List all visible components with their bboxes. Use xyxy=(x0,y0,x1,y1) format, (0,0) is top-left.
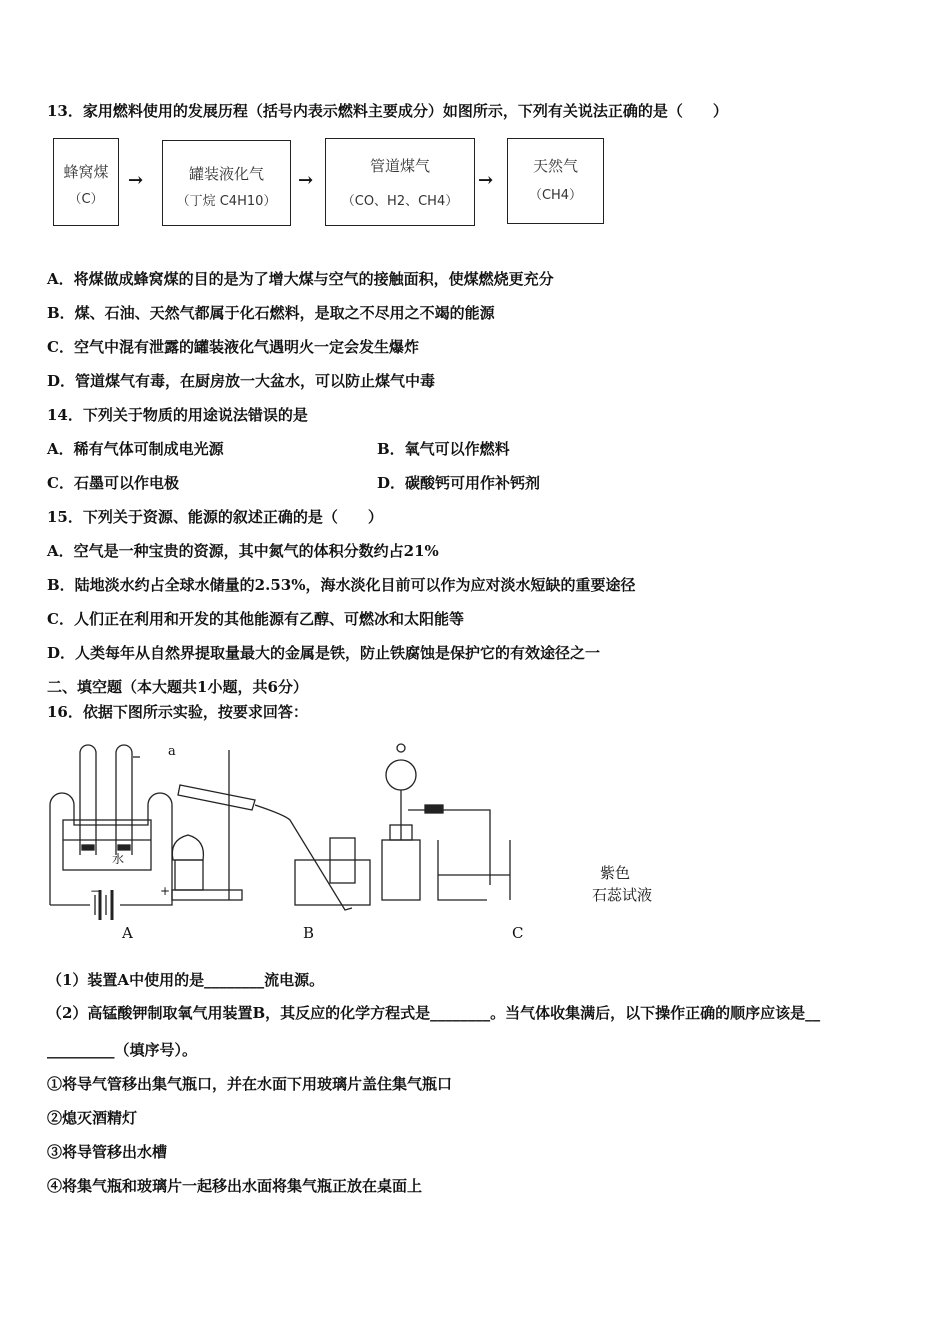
arrow-icon: → xyxy=(478,170,494,191)
q13-option-b: B．煤、石油、天然气都属于化石燃料，是取之不尽用之不竭的能源 xyxy=(47,304,495,322)
q16-part-2: （2）高锰酸钾制取氧气用装置B，其反应的化学方程式是________。当气体收集满后，以下操作正确的顺序应该是__ xyxy=(47,1004,821,1022)
apparatus-b xyxy=(172,750,352,910)
section-heading: 二、填空题（本大题共1小题，共6分） xyxy=(47,678,308,696)
figure-label-c: C xyxy=(512,924,524,942)
step-4: ④将集气瓶和玻璃片一起移出水面将集气瓶正放在桌面上 xyxy=(47,1177,423,1195)
flow-formula: （CO、H2、CH4） xyxy=(341,194,459,209)
q16-stem: 16．依据下图所示实验，按要求回答： xyxy=(47,703,308,721)
flow-name: 管道煤气 xyxy=(369,157,430,175)
apparatus-a xyxy=(50,745,172,920)
arrow-icon: → xyxy=(128,170,144,191)
flow-box-3 xyxy=(325,138,475,226)
flow-box-2 xyxy=(162,140,291,226)
flow-name: 罐装液化气 xyxy=(188,165,264,183)
step-1: ①将导气管移出集气瓶口，并在水面下用玻璃片盖住集气瓶口 xyxy=(47,1075,453,1093)
q15-option-d: D．人类每年从自然界提取量最大的金属是铁，防止铁腐蚀是保护它的有效途径之一 xyxy=(47,644,601,662)
figure-label-b: B xyxy=(303,924,315,942)
q16-part-1: （1）装置A中使用的是________流电源。 xyxy=(47,971,325,989)
q14-option-c: C．石墨可以作电极 xyxy=(47,474,179,492)
label-plus: + xyxy=(160,884,171,898)
q14-option-d: D．碳酸钙可用作补钙剂 xyxy=(377,474,541,492)
flow-formula: （CH4） xyxy=(528,188,583,203)
label-water: 水 xyxy=(112,852,125,866)
flow-name: 蜂窝煤 xyxy=(63,163,109,181)
q13-option-a: A．将煤做成蜂窝煤的目的是为了增大煤与空气的接触面积，使煤燃烧更充分 xyxy=(47,270,554,288)
q14-option-b: B．氧气可以作燃料 xyxy=(377,440,510,458)
flow-formula: （C） xyxy=(68,192,104,207)
label-litmus-1: 紫色 xyxy=(600,864,631,882)
water-trough xyxy=(295,838,370,905)
flow-box-4 xyxy=(507,138,604,224)
flow-box-1 xyxy=(53,138,119,226)
q15-stem: 15．下列关于资源、能源的叙述正确的是（ ） xyxy=(47,508,383,526)
q14-stem: 14．下列关于物质的用途说法错误的是 xyxy=(47,406,308,424)
flow-formula: （丁烷 C4H10） xyxy=(176,194,277,209)
q15-option-b: B．陆地淡水约占全球水储量的2.53%，海水淡化目前可以作为应对淡水短缺的重要途径 xyxy=(47,576,636,594)
step-3: ③将导管移出水槽 xyxy=(47,1143,168,1161)
arrow-icon: → xyxy=(298,170,314,191)
q13-option-c: C．空气中混有泄露的罐装液化气遇明火一定会发生爆炸 xyxy=(47,338,419,356)
q15-option-a: A．空气是一种宝贵的资源，其中氮气的体积分数约占21% xyxy=(47,542,439,560)
label-litmus-2: 石蕊试液 xyxy=(592,886,653,904)
flow-name: 天然气 xyxy=(532,157,578,175)
q13-stem: 13．家用燃料使用的发展历程（括号内表示燃料主要成分）如图所示，下列有关说法正确的是（ ） xyxy=(47,102,728,120)
experiment-figure xyxy=(40,730,680,950)
q13-option-d: D．管道煤气有毒，在厨房放一大盆水，可以防止煤气中毒 xyxy=(47,372,436,390)
label-minus: − xyxy=(90,884,101,898)
label-a: a xyxy=(168,744,176,759)
step-2: ②熄灭酒精灯 xyxy=(47,1109,138,1127)
q16-part-2-cont: _________（填序号）。 xyxy=(47,1041,198,1059)
figure-label-a: A xyxy=(122,924,133,942)
q15-option-c: C．人们正在利用和开发的其他能源有乙醇、可燃冰和太阳能等 xyxy=(47,610,464,628)
q14-option-a: A．稀有气体可制成电光源 xyxy=(47,440,224,458)
apparatus-c xyxy=(382,744,510,900)
